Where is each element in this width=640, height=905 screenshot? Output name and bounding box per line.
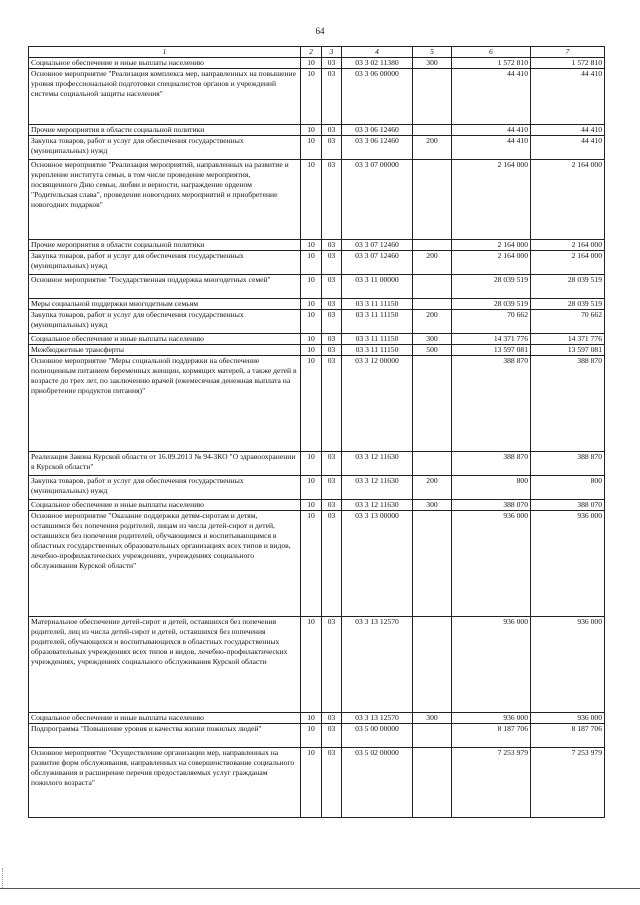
cell-c2: 10 — [301, 159, 322, 239]
cell-c5: 300 — [413, 333, 452, 344]
table-row — [29, 344, 605, 355]
cell-c4: 03 3 11 11150 — [342, 344, 413, 355]
cell-c6: 800 — [452, 475, 531, 499]
cell-c6: 388 870 — [452, 451, 531, 475]
cell-c4: 03 3 12 00000 — [342, 355, 413, 451]
cell-c7: 388 070 — [531, 499, 605, 510]
column-header: 7 — [531, 47, 605, 58]
margin-mark — [2, 868, 3, 888]
cell-c6: 44 410 — [452, 124, 531, 135]
cell-c6: 28 039 519 — [452, 298, 531, 309]
cell-c2: 10 — [301, 124, 322, 135]
cell-c4: 03 3 02 11380 — [342, 57, 413, 68]
table-row — [29, 57, 605, 68]
table-row — [29, 499, 605, 510]
row-name-cell: Социальное обеспечение и иные выплаты населению — [29, 499, 301, 510]
cell-c4: 03 3 11 11150 — [342, 333, 413, 344]
bottom-rule — [0, 888, 640, 889]
cell-c7: 13 597 081 — [531, 344, 605, 355]
cell-c6: 388 870 — [452, 355, 531, 451]
row-name-cell: Меры социальной поддержки многодетным семьям — [29, 298, 301, 309]
cell-c6: 13 597 081 — [452, 344, 531, 355]
cell-c5 — [413, 355, 452, 451]
cell-c3: 03 — [322, 712, 342, 723]
cell-c7: 70 662 — [531, 309, 605, 333]
cell-c7: 2 164 000 — [531, 239, 605, 250]
cell-c7: 44 410 — [531, 68, 605, 124]
cell-c5: 200 — [413, 250, 452, 274]
column-header: 6 — [452, 47, 531, 58]
cell-c7: 44 410 — [531, 135, 605, 159]
cell-c2: 10 — [301, 451, 322, 475]
cell-c4: 03 3 11 11150 — [342, 298, 413, 309]
row-name-cell: Закупка товаров, работ и услуг для обеспечения государственных (муниципальных) нужд — [29, 250, 301, 274]
cell-c7: 388 870 — [531, 451, 605, 475]
row-name-cell: Реализация Закона Курской области от 16.09.2013 № 94-ЗКО "О здравоохранении в Курской области" — [29, 451, 301, 475]
column-header: 3 — [322, 47, 342, 58]
cell-c6: 28 039 519 — [452, 274, 531, 298]
cell-c2: 10 — [301, 68, 322, 124]
cell-c2: 10 — [301, 510, 322, 616]
cell-c2: 10 — [301, 344, 322, 355]
table-row — [29, 747, 605, 817]
cell-c4: 03 3 07 12460 — [342, 239, 413, 250]
table-row — [29, 309, 605, 333]
cell-c5: 300 — [413, 712, 452, 723]
cell-c2: 10 — [301, 135, 322, 159]
cell-c6: 388 070 — [452, 499, 531, 510]
cell-c2: 10 — [301, 747, 322, 817]
table-row — [29, 451, 605, 475]
cell-c6: 2 164 000 — [452, 250, 531, 274]
cell-c6: 2 164 000 — [452, 159, 531, 239]
cell-c4: 03 3 11 11150 — [342, 309, 413, 333]
cell-c6: 7 253 979 — [452, 747, 531, 817]
row-name-cell: Основное мероприятие "Меры социальной поддержки на обеспечение полноценным питанием беременных женщин, кормящих матерей, а также детей в возрасте до трех лет, по заключению врачей (ежемесячная денежная выплата на приобретение продуктов питания)" — [29, 355, 301, 451]
cell-c5 — [413, 239, 452, 250]
cell-c5: 200 — [413, 135, 452, 159]
cell-c3: 03 — [322, 475, 342, 499]
cell-c6: 8 187 706 — [452, 723, 531, 747]
cell-c2: 10 — [301, 250, 322, 274]
row-name-cell: Прочие мероприятия в области социальной политики — [29, 239, 301, 250]
cell-c4: 03 3 12 11630 — [342, 499, 413, 510]
cell-c2: 10 — [301, 499, 322, 510]
cell-c6: 70 662 — [452, 309, 531, 333]
cell-c7: 7 253 979 — [531, 747, 605, 817]
column-header: 4 — [342, 47, 413, 58]
table-row — [29, 712, 605, 723]
table-row — [29, 333, 605, 344]
budget-table — [28, 46, 605, 818]
cell-c3: 03 — [322, 499, 342, 510]
cell-c5: 300 — [413, 499, 452, 510]
table-row — [29, 124, 605, 135]
row-name-cell: Основное мероприятие "Государственная поддержка многодетных семей" — [29, 274, 301, 298]
cell-c7: 388 870 — [531, 355, 605, 451]
cell-c4: 03 3 06 12460 — [342, 135, 413, 159]
cell-c3: 03 — [322, 355, 342, 451]
cell-c5 — [413, 723, 452, 747]
cell-c4: 03 3 13 12570 — [342, 712, 413, 723]
cell-c2: 10 — [301, 274, 322, 298]
cell-c3: 03 — [322, 451, 342, 475]
row-name-cell: Основное мероприятие "Оказание поддержки детям-сиротам и детям, оставшимся без попечения родителей, лицам из числа детей-сирот и детей, оставшихся без попечения родителей, обучающимся и воспитывающимся в областных государственных образовательных организациях всех типов и видов, лечебно-профилактических учреждениях, учреждениях социального обслуживания Курской области" — [29, 510, 301, 616]
cell-c4: 03 3 13 12570 — [342, 616, 413, 712]
column-header: 5 — [413, 47, 452, 58]
row-name-cell: Закупка товаров, работ и услуг для обеспечения государственных (муниципальных) нужд — [29, 475, 301, 499]
cell-c6: 14 371 776 — [452, 333, 531, 344]
cell-c3: 03 — [322, 333, 342, 344]
cell-c2: 10 — [301, 333, 322, 344]
cell-c7: 14 371 776 — [531, 333, 605, 344]
cell-c7: 800 — [531, 475, 605, 499]
cell-c5 — [413, 510, 452, 616]
cell-c5 — [413, 298, 452, 309]
row-name-cell: Социальное обеспечение и иные выплаты населению — [29, 333, 301, 344]
cell-c5 — [413, 68, 452, 124]
table-row — [29, 239, 605, 250]
table-row — [29, 274, 605, 298]
cell-c5: 200 — [413, 309, 452, 333]
cell-c3: 03 — [322, 723, 342, 747]
table-row — [29, 355, 605, 451]
cell-c7: 936 000 — [531, 616, 605, 712]
table-row — [29, 616, 605, 712]
table-row — [29, 135, 605, 159]
cell-c4: 03 3 12 11630 — [342, 451, 413, 475]
row-name-cell: Материальное обеспечение детей-сирот и детей, оставшихся без попечения родителей, лиц из числа детей-сирот и детей, оставшихся без попечения родителей, обучающихся и воспитывающихся в областных государственных образовательных учреждениях всех типов и видов, лечебно-профилактических учреждениях, учреждениях социального обслуживания Курской области — [29, 616, 301, 712]
cell-c2: 10 — [301, 723, 322, 747]
row-name-cell: Закупка товаров, работ и услуг для обеспечения государственных (муниципальных) нужд — [29, 135, 301, 159]
cell-c4: 03 5 02 00000 — [342, 747, 413, 817]
cell-c2: 10 — [301, 355, 322, 451]
cell-c5 — [413, 451, 452, 475]
cell-c2: 10 — [301, 298, 322, 309]
cell-c7: 8 187 706 — [531, 723, 605, 747]
cell-c7: 44 410 — [531, 124, 605, 135]
cell-c3: 03 — [322, 309, 342, 333]
cell-c4: 03 5 00 00000 — [342, 723, 413, 747]
cell-c3: 03 — [322, 344, 342, 355]
cell-c5 — [413, 124, 452, 135]
cell-c3: 03 — [322, 124, 342, 135]
row-name-cell: Межбюджетные трансферты — [29, 344, 301, 355]
cell-c3: 03 — [322, 298, 342, 309]
cell-c3: 03 — [322, 135, 342, 159]
table-row — [29, 475, 605, 499]
table-row — [29, 250, 605, 274]
column-header: 1 — [29, 47, 301, 58]
table-row — [29, 159, 605, 239]
cell-c2: 10 — [301, 616, 322, 712]
cell-c5 — [413, 159, 452, 239]
cell-c5 — [413, 274, 452, 298]
cell-c3: 03 — [322, 274, 342, 298]
row-name-cell: Основное мероприятие "Осуществление организации мер, направленных на развитие форм обслуживания, направленных на совершенствование социального обслуживания и расширение перечня предоставляемых услуг гражданам пожилого возраста" — [29, 747, 301, 817]
cell-c2: 10 — [301, 475, 322, 499]
table-row — [29, 68, 605, 124]
cell-c6: 1 572 810 — [452, 57, 531, 68]
cell-c3: 03 — [322, 250, 342, 274]
table-row — [29, 298, 605, 309]
cell-c4: 03 3 07 00000 — [342, 159, 413, 239]
cell-c3: 03 — [322, 68, 342, 124]
cell-c4: 03 3 11 00000 — [342, 274, 413, 298]
cell-c5 — [413, 747, 452, 817]
cell-c3: 03 — [322, 510, 342, 616]
cell-c3: 03 — [322, 239, 342, 250]
cell-c7: 28 039 519 — [531, 298, 605, 309]
row-name-cell: Прочие мероприятия в области социальной политики — [29, 124, 301, 135]
cell-c5: 200 — [413, 475, 452, 499]
cell-c7: 936 000 — [531, 510, 605, 616]
cell-c6: 936 000 — [452, 510, 531, 616]
cell-c3: 03 — [322, 616, 342, 712]
row-name-cell: Основное мероприятие "Реализация комплекса мер, направленных на повышение уровня профессиональной подготовки специалистов органов и учреждений системы социальной защиты населения" — [29, 68, 301, 124]
cell-c6: 936 000 — [452, 712, 531, 723]
column-header: 2 — [301, 47, 322, 58]
row-name-cell: Закупка товаров, работ и услуг для обеспечения государственных (муниципальных) нужд — [29, 309, 301, 333]
cell-c3: 03 — [322, 57, 342, 68]
row-name-cell: Подпрограмма "Повышение уровня и качества жизни пожилых людей" — [29, 723, 301, 747]
row-name-cell: Основное мероприятие "Реализация мероприятий, направленных на развитие и укрепление института семьи, в том числе проведение мероприятия, посвященного Дню семьи, любви и верности, награждение орденом "Родительская слава", проведение новогодних мероприятий и приобретение новогодних подарков" — [29, 159, 301, 239]
cell-c4: 03 3 07 12460 — [342, 250, 413, 274]
cell-c6: 936 000 — [452, 616, 531, 712]
table-row — [29, 723, 605, 747]
cell-c5 — [413, 616, 452, 712]
header-row — [29, 47, 605, 58]
cell-c6: 44 410 — [452, 68, 531, 124]
cell-c7: 28 039 519 — [531, 274, 605, 298]
cell-c4: 03 3 06 00000 — [342, 68, 413, 124]
cell-c2: 10 — [301, 57, 322, 68]
row-name-cell: Социальное обеспечение и иные выплаты населению — [29, 712, 301, 723]
cell-c2: 10 — [301, 239, 322, 250]
cell-c5: 500 — [413, 344, 452, 355]
cell-c2: 10 — [301, 712, 322, 723]
cell-c7: 2 164 000 — [531, 250, 605, 274]
table-row — [29, 510, 605, 616]
cell-c6: 44 410 — [452, 135, 531, 159]
cell-c7: 936 000 — [531, 712, 605, 723]
row-name-cell: Социальное обеспечение и иные выплаты населению — [29, 57, 301, 68]
cell-c4: 03 3 12 11630 — [342, 475, 413, 499]
cell-c2: 10 — [301, 309, 322, 333]
cell-c3: 03 — [322, 159, 342, 239]
cell-c7: 1 572 810 — [531, 57, 605, 68]
cell-c4: 03 3 13 00000 — [342, 510, 413, 616]
cell-c7: 2 164 000 — [531, 159, 605, 239]
cell-c4: 03 3 06 12460 — [342, 124, 413, 135]
page-number: 64 — [315, 26, 325, 36]
cell-c3: 03 — [322, 747, 342, 817]
cell-c5: 300 — [413, 57, 452, 68]
cell-c6: 2 164 000 — [452, 239, 531, 250]
